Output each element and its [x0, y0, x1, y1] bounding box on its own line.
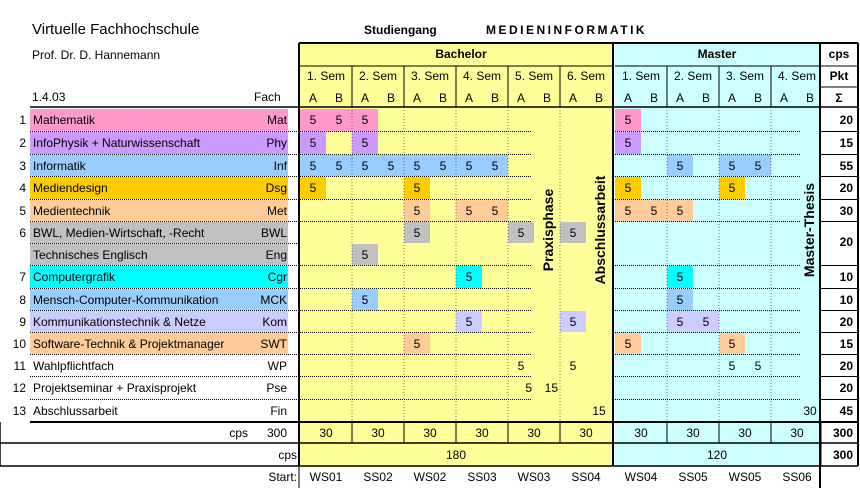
- sub-column-a: A: [623, 91, 633, 105]
- semester-cps: 30: [475, 426, 489, 440]
- subject-abbr: Dsg: [265, 181, 287, 195]
- cps-header: cps: [828, 47, 850, 61]
- semester-start: SS02: [363, 470, 393, 484]
- credit-value: 5: [676, 270, 684, 284]
- semester-cps: 30: [738, 426, 752, 440]
- semester-cps: 30: [371, 426, 385, 440]
- semester-cps: 30: [423, 426, 437, 440]
- credit-value: 5: [361, 113, 369, 127]
- subject-abbr: Kom: [262, 315, 287, 329]
- semester-cps: 30: [319, 426, 333, 440]
- credit-value: 5: [624, 113, 632, 127]
- sub-column-a: A: [675, 91, 685, 105]
- sigma-header: Σ: [835, 91, 843, 105]
- subject-name: InfoPhysik + Naturwissenschaft: [33, 136, 201, 150]
- semester-start: WS02: [413, 470, 447, 484]
- subject-abbr: Fin: [270, 404, 287, 418]
- sub-column-b: B: [542, 91, 552, 105]
- semester-cps: 30: [790, 426, 804, 440]
- sub-column-b: B: [438, 91, 448, 105]
- semester-label: 1. Sem: [621, 69, 661, 83]
- subject-name: Mensch-Computer-Kommunikation: [33, 293, 219, 307]
- row-number: 6: [19, 226, 26, 240]
- semester-label: 4. Sem: [462, 69, 502, 83]
- credit-value: 5: [569, 226, 577, 240]
- sub-column-a: A: [568, 91, 578, 105]
- cps-total-value: 300: [266, 426, 287, 440]
- subject-name: Mediendesign: [33, 181, 108, 195]
- subject-abbr: Cgr: [267, 270, 287, 284]
- semester-start: WS05: [728, 470, 762, 484]
- semester-cps: 30: [579, 426, 593, 440]
- credit-value: 5: [387, 159, 395, 173]
- semester-start: SS06: [782, 470, 812, 484]
- credit-value: 5: [676, 159, 684, 173]
- credit-value: 5: [676, 204, 684, 218]
- author-name: Prof. Dr. D. Hannemann: [32, 48, 161, 62]
- semester-start: WS03: [517, 470, 551, 484]
- institution-title: Virtuelle Fachhochschule: [32, 21, 200, 38]
- row-points: 10: [839, 293, 853, 307]
- subject-name: Informatik: [33, 159, 86, 173]
- sub-column-a: A: [779, 91, 789, 105]
- row-points: 20: [839, 113, 853, 127]
- credit-value: 5: [361, 136, 369, 150]
- credit-value: 5: [754, 359, 762, 373]
- sub-column-a: A: [516, 91, 526, 105]
- row-number: 8: [19, 293, 26, 307]
- subject-name: BWL, Medien-Wirtschaft, -Recht: [33, 226, 205, 240]
- credit-value: 5: [650, 204, 658, 218]
- subject-abbr: SWT: [260, 337, 287, 351]
- credit-value: 5: [728, 181, 736, 195]
- subject-abbr: Met: [266, 204, 287, 218]
- sub-column-a: A: [727, 91, 737, 105]
- credit-value: 5: [465, 204, 473, 218]
- row-number: 13: [12, 404, 26, 418]
- row-points: 45: [839, 404, 853, 418]
- bachelor-cps: 180: [445, 448, 467, 462]
- semester-label: 2. Sem: [358, 69, 398, 83]
- credit-value: 5: [491, 159, 499, 173]
- subject-name: Kommunikationstechnik & Netze: [33, 315, 206, 329]
- credit-value: 5: [525, 381, 532, 395]
- credit-value: 5: [309, 159, 317, 173]
- row-points: 10: [839, 270, 853, 284]
- sub-column-b: B: [753, 91, 763, 105]
- row-number: 7: [19, 270, 26, 284]
- credit-value: 5: [624, 181, 632, 195]
- credit-value: 5: [413, 226, 421, 240]
- semester-start: SS04: [571, 470, 601, 484]
- subject-name: Mathematik: [33, 113, 96, 127]
- subject-abbr: Inf: [273, 159, 287, 173]
- semester-start: WS04: [624, 470, 658, 484]
- subject-name: Abschlussarbeit: [33, 404, 118, 418]
- credit-value: 5: [728, 159, 736, 173]
- sub-column-a: A: [464, 91, 474, 105]
- sub-column-b: B: [805, 91, 815, 105]
- credit-value: 5: [465, 159, 473, 173]
- credit-value: 15: [592, 404, 606, 418]
- credit-value: 5: [569, 359, 577, 373]
- subject-abbr: Eng: [265, 248, 287, 262]
- semester-label: 5. Sem: [514, 69, 554, 83]
- sub-column-a: A: [308, 91, 318, 105]
- credit-value: 5: [491, 204, 499, 218]
- credit-value: 5: [413, 181, 421, 195]
- credit-value: 5: [335, 159, 343, 173]
- subject-name: Medientechnik: [33, 204, 111, 218]
- subject-abbr: Pse: [266, 381, 287, 395]
- subject-name: Software-Technik & Projektmanager: [33, 337, 225, 351]
- credit-value: 5: [465, 270, 473, 284]
- semester-label: 6. Sem: [566, 69, 606, 83]
- abschlussarbeit-label: Abschlussarbeit: [592, 175, 608, 285]
- cps-program-label: cps: [278, 448, 297, 462]
- credit-value: 5: [361, 293, 369, 307]
- credit-value: 5: [335, 113, 343, 127]
- row-points: 55: [839, 159, 853, 173]
- cps-total-label: cps: [229, 426, 248, 440]
- row-number: 5: [19, 204, 26, 218]
- subject-abbr: MCK: [260, 293, 287, 307]
- row-number: 10: [12, 337, 26, 351]
- row-number: 1: [19, 113, 26, 127]
- credit-value: 5: [413, 337, 421, 351]
- credit-value: 5: [624, 204, 632, 218]
- total-points: 300: [832, 426, 853, 440]
- semester-label: 3. Sem: [410, 69, 450, 83]
- credit-value: 5: [624, 337, 632, 351]
- credit-value: 5: [624, 136, 632, 150]
- semester-start: WS01: [309, 470, 343, 484]
- semester-start: SS03: [467, 470, 497, 484]
- row-number: 3: [19, 159, 26, 173]
- row-number: 4: [19, 181, 26, 195]
- row-points: 20: [839, 235, 853, 249]
- row-points: 30: [839, 204, 853, 218]
- subject-abbr: Mat: [266, 113, 287, 127]
- semester-cps: 30: [686, 426, 700, 440]
- subject-abbr: BWL: [260, 226, 287, 240]
- credit-value: 5: [676, 293, 684, 307]
- praxisphase-label: Praxisphase: [540, 188, 556, 272]
- credit-value: 5: [702, 315, 710, 329]
- master-cps: 120: [706, 448, 728, 462]
- credit-value: 5: [728, 359, 736, 373]
- row-points: 20: [839, 359, 853, 373]
- credit-value: 5: [676, 315, 684, 329]
- semester-label: 2. Sem: [673, 69, 713, 83]
- credit-value: 5: [439, 159, 447, 173]
- semester-cps: 30: [634, 426, 648, 440]
- master-thesis-label: Master-Thesis: [801, 182, 817, 278]
- subject-abbr: WP: [267, 359, 287, 373]
- semester-label: 4. Sem: [777, 69, 817, 83]
- fach-column-label: Fach: [254, 90, 281, 104]
- row-number: 12: [12, 381, 26, 395]
- studiengang-label: Studiengang: [364, 23, 437, 37]
- credit-value: 5: [465, 315, 473, 329]
- credit-value: 5: [754, 159, 762, 173]
- sub-column-a: A: [360, 91, 370, 105]
- credit-value: 5: [517, 359, 525, 373]
- semester-cps: 30: [527, 426, 541, 440]
- start-label: Start:: [268, 470, 297, 484]
- subject-name: Technisches Englisch: [33, 248, 148, 262]
- credit-value: 30: [803, 404, 817, 418]
- semester-start: SS05: [678, 470, 708, 484]
- bachelor-label: Bachelor: [435, 47, 487, 61]
- credit-value: 5: [413, 204, 421, 218]
- credit-value: 5: [569, 315, 577, 329]
- credit-value: 5: [728, 337, 736, 351]
- row-number: 11: [13, 359, 26, 373]
- credit-value: 15: [544, 381, 558, 395]
- pkt-header: Pkt: [829, 69, 849, 83]
- sub-column-b: B: [701, 91, 711, 105]
- subject-name: Projektseminar + Praxisprojekt: [33, 381, 197, 395]
- semester-label: 3. Sem: [725, 69, 765, 83]
- sub-column-b: B: [386, 91, 396, 105]
- sub-column-b: B: [649, 91, 659, 105]
- sub-column-b: B: [594, 91, 604, 105]
- master-label: Master: [697, 47, 737, 61]
- credit-value: 5: [309, 113, 317, 127]
- credit-value: 5: [361, 159, 369, 173]
- sub-column-a: A: [412, 91, 422, 105]
- credit-value: 5: [309, 181, 317, 195]
- row-points: 20: [839, 315, 853, 329]
- program-name: MEDIENINFORMATIK: [486, 23, 648, 37]
- sub-column-b: B: [334, 91, 344, 105]
- sub-column-b: B: [490, 91, 500, 105]
- subject-name: Computergrafik: [33, 270, 116, 284]
- subject-name: Wahlpflichtfach: [33, 359, 114, 373]
- date-label: 1.4.03: [32, 90, 66, 104]
- row-points: 20: [839, 181, 853, 195]
- subject-abbr: Phy: [266, 136, 287, 150]
- row-points: 15: [839, 136, 853, 150]
- credit-value: 5: [517, 226, 525, 240]
- row-number: 2: [19, 136, 26, 150]
- total-points-2: 300: [832, 448, 853, 462]
- credit-value: 5: [361, 248, 369, 262]
- semester-label: 1. Sem: [306, 69, 346, 83]
- row-points: 15: [839, 337, 853, 351]
- row-number: 9: [19, 315, 26, 329]
- credit-value: 5: [309, 136, 317, 150]
- credit-value: 5: [413, 159, 421, 173]
- row-points: 20: [839, 381, 853, 395]
